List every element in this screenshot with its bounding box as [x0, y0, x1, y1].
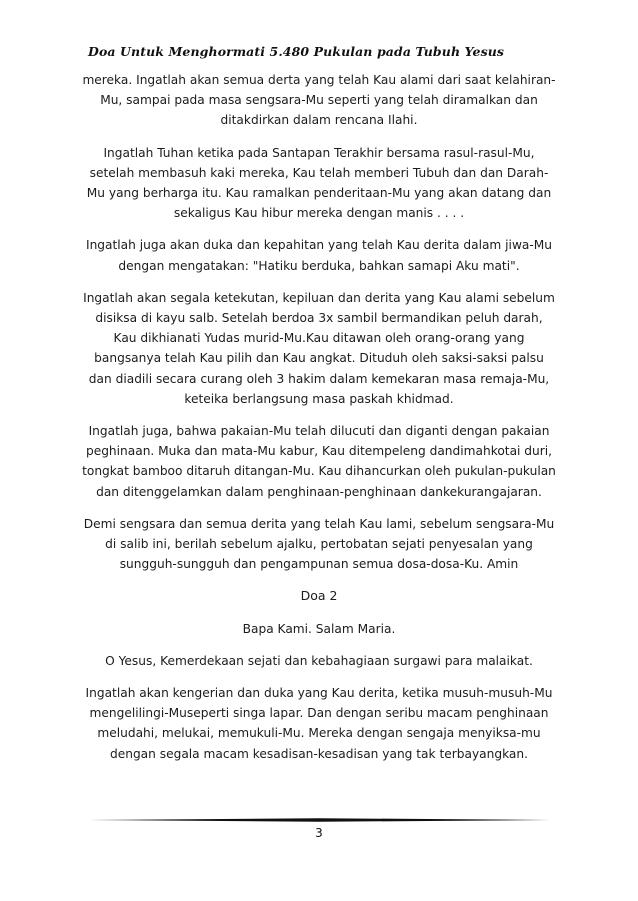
paragraph: Demi sengsara dan semua derita yang telah Kau lami, sebelum sengsara-Mu di salib ini, berilah sebelum ajalku, pertobatan sejati penyesalan yang sungguh-sungguh dan pengampunan semua dosa-dosa-Ku. Amin: [83, 516, 555, 572]
paragraph: mereka. Ingatlah akan semua derta yang telah Kau alami dari saat kelahiran-Mu, sampai pada masa sengsara-Mu seperti yang telah diramalkan dan ditakdirkan dalam rencana Ilahi.: [82, 73, 556, 128]
footer-divider: [88, 818, 550, 822]
paragraph: Ingatlah akan segala ketekutan, kepiluan dan derita yang Kau alami sebelum disiksa di kayu salb. Setelah berdoa 3x sambil bermandikan peluh darah, Kau dikhianati Yudas murid-Mu.Kau ditawan oleh orang-orang yang bangsanya telah Kau pilih dan Kau angkat. Dituduh oleh saksi-saksi palsu dan diadili secara curang oleh 3 hakim dalam kemekaran masa remaja-Mu, keteika berlangsung masa paskah khidmad.: [83, 290, 555, 406]
paragraph: Ingatlah akan kengerian dan duka yang Kau derita, ketika musuh-musuh-Mu mengelilingi-Museperti singa lapar. Dan dengan seribu macam penghinaan meludahi, melukai, memukuli-Mu. Mereka dengan sengaja menyiksa-mu dengan segala macam kesadisan-kesadisan yang tak terbayangkan.: [85, 686, 553, 761]
paragraph: O Yesus, Kemerdekaan sejati dan kebahagiaan surgawi para malaikat.: [105, 653, 533, 668]
running-header-title: Doa Untuk Menghormati 5.480 Pukulan pada Tubuh Yesus: [88, 44, 505, 59]
section-heading: Doa 2: [300, 588, 338, 604]
paragraph: Ingatlah juga, bahwa pakaian-Mu telah dilucuti dan diganti dengan pakaian peghinaan. Muka dan mata-Mu kabur, Kau ditempeleng dandimahkotai duri, tongkat bamboo ditaruh ditangan-Mu. Kau dihancurkan oleh pukulan-pukulan dan ditenggelamkan dalam penghinaan-penghinaan dankekurangajaran.: [82, 424, 556, 499]
paragraph: Ingatlah juga akan duka dan kepahitan yang telah Kau derita dalam jiwa-Mu dengan mengatakan: "Hatiku berduka, bahkan samapi Aku mati".: [85, 238, 553, 273]
paragraph: Bapa Kami. Salam Maria.: [242, 621, 396, 636]
paragraph: Ingatlah Tuhan ketika pada Santapan Terakhir bersama rasul-rasul-Mu, setelah membasuh kaki mereka, Kau telah memberi Tubuh dan dan Darah-Mu yang berharga itu. Kau ramalkan penderitaan-Mu yang akan datang dan sekaligus Kau hibur mereka dengan manis . . . .: [86, 145, 552, 221]
body-text: [82, 70, 556, 776]
page-number: 3: [315, 826, 323, 840]
